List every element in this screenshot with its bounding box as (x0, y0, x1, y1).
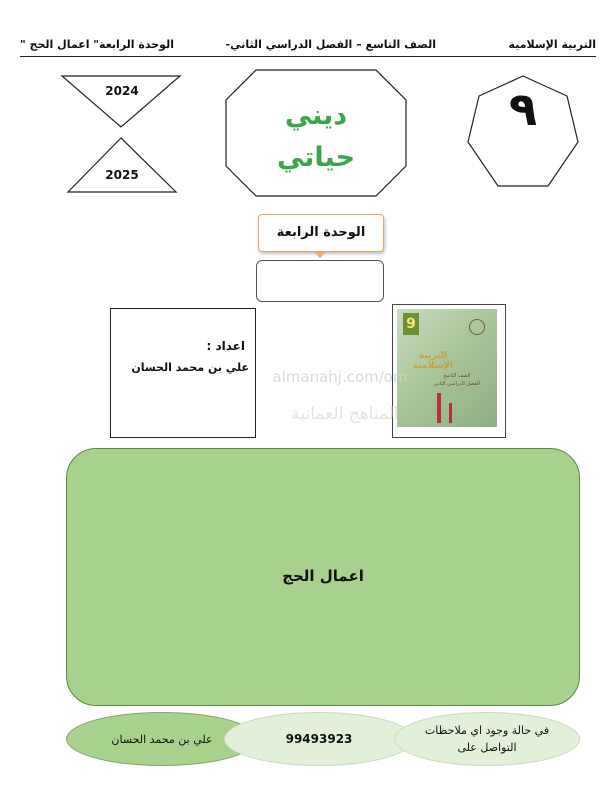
prepared-by-label: اعداد : (206, 339, 245, 353)
cover-subtitle2: الفصل الدراسي الثاني (434, 381, 480, 387)
year-bottom: 2025 (105, 168, 139, 182)
author-card (110, 308, 256, 438)
header-subject: التربية الإسلامية (508, 38, 596, 51)
tower-icon (437, 393, 441, 423)
book-title-line1: ديني (284, 100, 348, 131)
cover-grade-badge: 9 (403, 313, 419, 335)
emblem-icon (469, 319, 485, 335)
title-octagon (226, 70, 406, 196)
tower-small-icon (449, 403, 452, 423)
watermark-arabic: المناهج العمانية (291, 404, 399, 424)
watermark-latin: almanahj.com/om (272, 368, 408, 386)
year-bottom-triangle (68, 138, 176, 192)
author-name: علي بن محمد الحسان (131, 361, 249, 374)
down-arrow-icon (314, 252, 326, 258)
footer-contact-line2: التواصل على (457, 741, 517, 754)
book-title-line2: حياتي (276, 142, 356, 173)
footer-contact (394, 712, 580, 766)
main-title: اعمال الحج (282, 567, 364, 585)
footer-author-name: علي بن محمد الحسان (111, 732, 213, 746)
footer-phone (224, 712, 414, 766)
empty-lesson-box (256, 260, 384, 302)
header-unit: الوحدة الرابعة" اعمال الحج " (20, 38, 174, 51)
header-grade-semester: الصف التاسع – الفصل الدراسي الثاني- (225, 38, 436, 51)
cover-subtitle: الصف التاسع (443, 373, 471, 379)
footer-phone-number: 99493923 (285, 732, 353, 746)
grade-number: ٩ (508, 82, 538, 136)
main-topic-box (66, 448, 580, 706)
unit-label: الوحدة الرابعة (258, 214, 384, 252)
cover-title: التربية الإسلامية (412, 351, 454, 371)
year-top: 2024 (105, 84, 139, 98)
footer-contact-line1: في حالة وجود اي ملاحظات (424, 724, 550, 737)
